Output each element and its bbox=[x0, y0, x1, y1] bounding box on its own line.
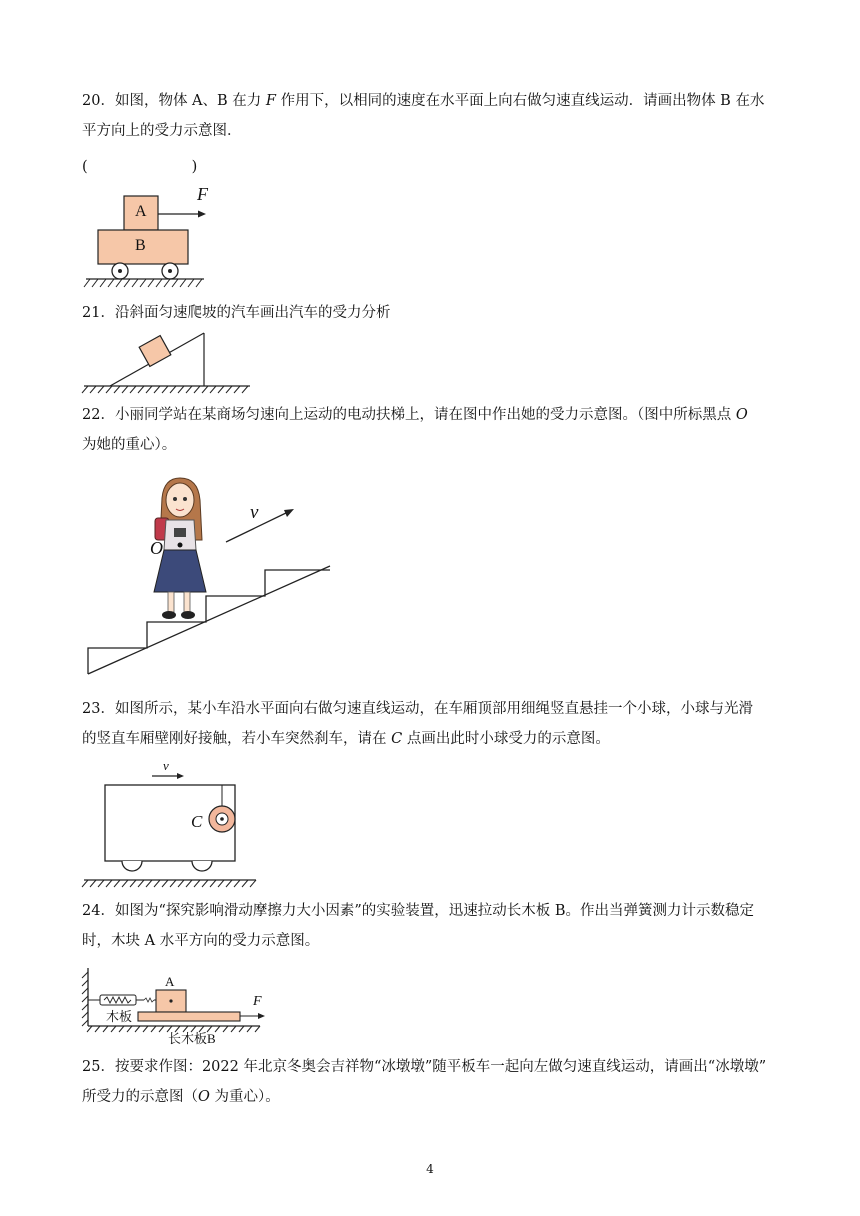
label-f: F bbox=[197, 184, 208, 204]
ground-hatch bbox=[84, 279, 202, 287]
q22-line1: 22．小丽同学站在某商场匀速向上运动的电动扶梯上，请在图中作出她的受力示意图。（图中所标黑点 O bbox=[82, 407, 748, 423]
q25-line1: 25．按要求作图：2022 年北京冬奥会吉祥物“冰墩墩”随平板车一起向左做匀速直线运动，请画出“冰墩墩” bbox=[82, 1059, 767, 1075]
q22-line2: 为她的重心）。 bbox=[82, 437, 177, 453]
question-23 bbox=[82, 694, 782, 754]
q23-line2: 的竖直车厢壁刚好接触，若小车突然刹车，请在 C 点画出此时小球受力的示意图。 bbox=[82, 731, 610, 747]
q23-figure-svg bbox=[80, 758, 260, 888]
q21-figure bbox=[80, 330, 260, 394]
velocity-arrowhead bbox=[177, 773, 184, 779]
label-long-board: 长木板B bbox=[168, 1031, 216, 1046]
label-board: 木板 bbox=[106, 1006, 132, 1025]
escalator-slope bbox=[88, 566, 330, 674]
q20-figure bbox=[80, 184, 220, 292]
label-f: F bbox=[253, 994, 262, 1009]
wall-hatch bbox=[82, 972, 88, 1026]
question-21 bbox=[82, 298, 782, 328]
q20-line1: 20．如图，物体 A、B 在力 F 作用下，以相同的速度在水平面上向右做匀速直线运动．请画出物体 B 在水 bbox=[82, 93, 765, 109]
q20-answer-blank: ( ) bbox=[82, 159, 198, 175]
question-24 bbox=[82, 896, 782, 956]
question-25 bbox=[82, 1052, 782, 1112]
q24-figure bbox=[80, 966, 280, 1046]
q23-line1: 23．如图所示，某小车沿水平面向右做匀速直线运动，在车厢顶部用细绳竖直悬挂一个小球，小球与光滑 bbox=[82, 701, 753, 717]
force-arrowhead bbox=[258, 1013, 265, 1019]
ground-hatch bbox=[82, 386, 248, 393]
label-a: A bbox=[135, 203, 147, 220]
label-o: O bbox=[150, 538, 163, 558]
block-a-center bbox=[169, 999, 172, 1002]
label-a: A bbox=[165, 974, 175, 989]
q24-line2: 时，木块 A 水平方向的受力示意图。 bbox=[82, 933, 320, 949]
q20-line2: 平方向上的受力示意图． bbox=[82, 123, 242, 139]
ball-center bbox=[220, 817, 224, 821]
label-v: v bbox=[163, 758, 169, 773]
page-number: 4 bbox=[426, 1162, 434, 1176]
wheel-right-center bbox=[168, 269, 172, 273]
force-arrowhead bbox=[198, 211, 206, 218]
q24-line1: 24．如图为“探究影响滑动摩擦力大小因素”的实验装置，迅速拉动长木板 B。作出当弹簧测力计示数稳定 bbox=[82, 903, 755, 919]
velocity-arrowhead bbox=[284, 509, 294, 517]
wheel-left bbox=[122, 861, 142, 871]
long-board-b bbox=[138, 1012, 240, 1021]
q21-line1: 21．沿斜面匀速爬坡的汽车画出汽车的受力分析 bbox=[82, 305, 391, 321]
q22-figure-svg bbox=[80, 470, 340, 680]
question-22 bbox=[82, 400, 782, 460]
label-b: B bbox=[135, 237, 146, 254]
q21-figure-svg bbox=[80, 330, 260, 394]
q23-figure bbox=[80, 758, 260, 888]
wheel-left-center bbox=[118, 269, 122, 273]
q25-line2: 所受力的示意图（O 为重心）。 bbox=[82, 1089, 280, 1105]
center-of-gravity-dot bbox=[178, 543, 183, 548]
ground-hatch bbox=[82, 880, 256, 887]
question-20 bbox=[82, 86, 782, 146]
car-block bbox=[139, 336, 171, 367]
q22-figure bbox=[80, 470, 340, 680]
wheel-right bbox=[192, 861, 212, 871]
label-c: C bbox=[191, 812, 203, 831]
spring-scale bbox=[88, 995, 156, 1005]
label-v: v bbox=[250, 502, 259, 523]
